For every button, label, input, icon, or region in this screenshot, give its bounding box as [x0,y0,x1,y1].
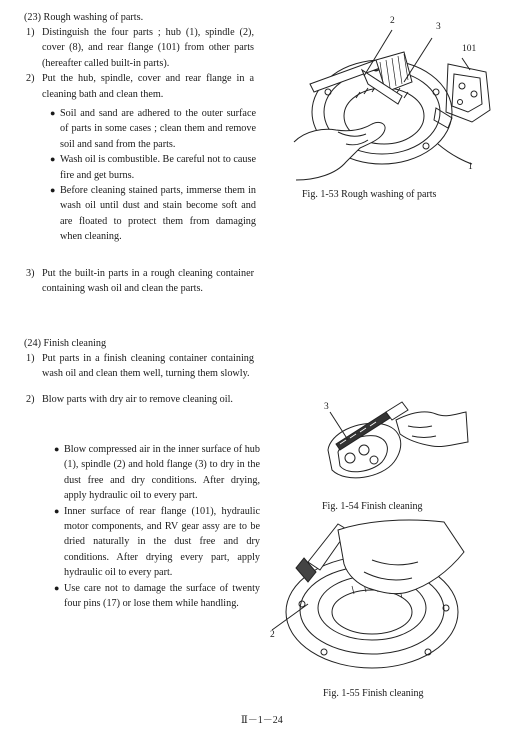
bullet-item [50,152,256,183]
figure-1-53-illustration [276,12,516,190]
bullet-item [50,183,256,245]
step-number: 2) [26,73,35,85]
step-text: Put parts in a finish cleaning container containing wash oil and clean them well, turning them slowly. [42,353,254,380]
step-number: 3) [26,268,35,279]
bullet-text: Blow compressed air in the inner surface of hub (1), spindle (2) and hold flange (3) to dry in the dust free and dry conditions. After drying, apply hydraulic oil to every part. [64,444,260,502]
figure-1-55-illustration [268,512,468,682]
callout-101: 101 [462,44,477,54]
bullet-icon: ● [50,185,56,196]
figure-1-54-caption: Fig. 1-54 Finish cleaning [322,501,423,512]
step-number: 2) [26,393,35,405]
section-24-heading: (24) Finish cleaning [24,338,107,349]
page-number: Ⅱ－1－24 [241,715,283,726]
section-23-step-3-block [26,266,254,297]
step-text: Put the built-in parts in a rough cleaning container containing wash oil and clean the parts. [42,268,254,295]
section-23-heading: (23) Rough washing of parts. [24,12,144,23]
section-23-step-1 [26,25,254,71]
bullet-icon: ● [54,582,60,593]
figure-1-53-caption: Fig. 1-53 Rough washing of parts [302,189,437,200]
section-23-steps [26,25,254,102]
callout-2: 2 [270,630,275,640]
bullet-item [54,504,260,581]
section-23-step-3 [26,266,254,297]
section-24-step-1 [26,351,254,382]
bullet-icon: ● [54,505,60,516]
step-number: 1) [26,27,35,38]
callout-3: 3 [436,22,441,32]
callout-1: 1 [468,162,473,172]
figure-1-54-illustration [316,384,476,492]
bullet-item [54,581,260,612]
bullet-icon: ● [50,154,56,165]
bullet-text: Before cleaning stained parts, immerse them in wash oil until dust and stain become soft and are floated to protect them from damaging when cleaning. [60,185,256,243]
step-text: Blow parts with dry air to remove cleaning oil. [42,393,233,405]
bullet-icon: ● [54,444,60,454]
callout-2: 2 [390,16,395,26]
section-23-bullets [50,106,256,245]
section-24-bullets [54,442,260,611]
step-text: Put the hub, spindle, cover and rear flange in a cleaning bath and clean them. [42,73,254,100]
bullet-text: Wash oil is combustible. Be careful not to cause fire and get burns. [60,154,256,181]
section-24-step-2 [26,392,254,407]
step-text: Distinguish the four parts ; hub (1), spindle (2), cover (8), and rear flange (101) from other parts (hereafter called built-in parts). [42,27,254,69]
bullet-text: Soil and sand are adhered to the outer surface of parts in some cases ; clean them and remove soil and sand from the parts. [60,108,256,150]
bullet-item [54,442,260,504]
callout-3: 3 [324,402,329,412]
step-number: 1) [26,353,35,364]
bullet-text: Use care not to damage the surface of twenty four pins (17) or lose them while handling. [64,582,260,610]
section-24-steps [26,351,254,407]
section-23-step-2 [26,71,254,102]
bullet-text: Inner surface of rear flange (101), hydraulic motor components, and RV gear assy are to be dried naturally in the dust free and dry conditions. After drying every part, apply hydraulic oil to every part. [64,505,260,579]
figure-1-55-caption: Fig. 1-55 Finish cleaning [323,688,424,699]
bullet-item [50,106,256,152]
bullet-icon: ● [50,108,56,118]
